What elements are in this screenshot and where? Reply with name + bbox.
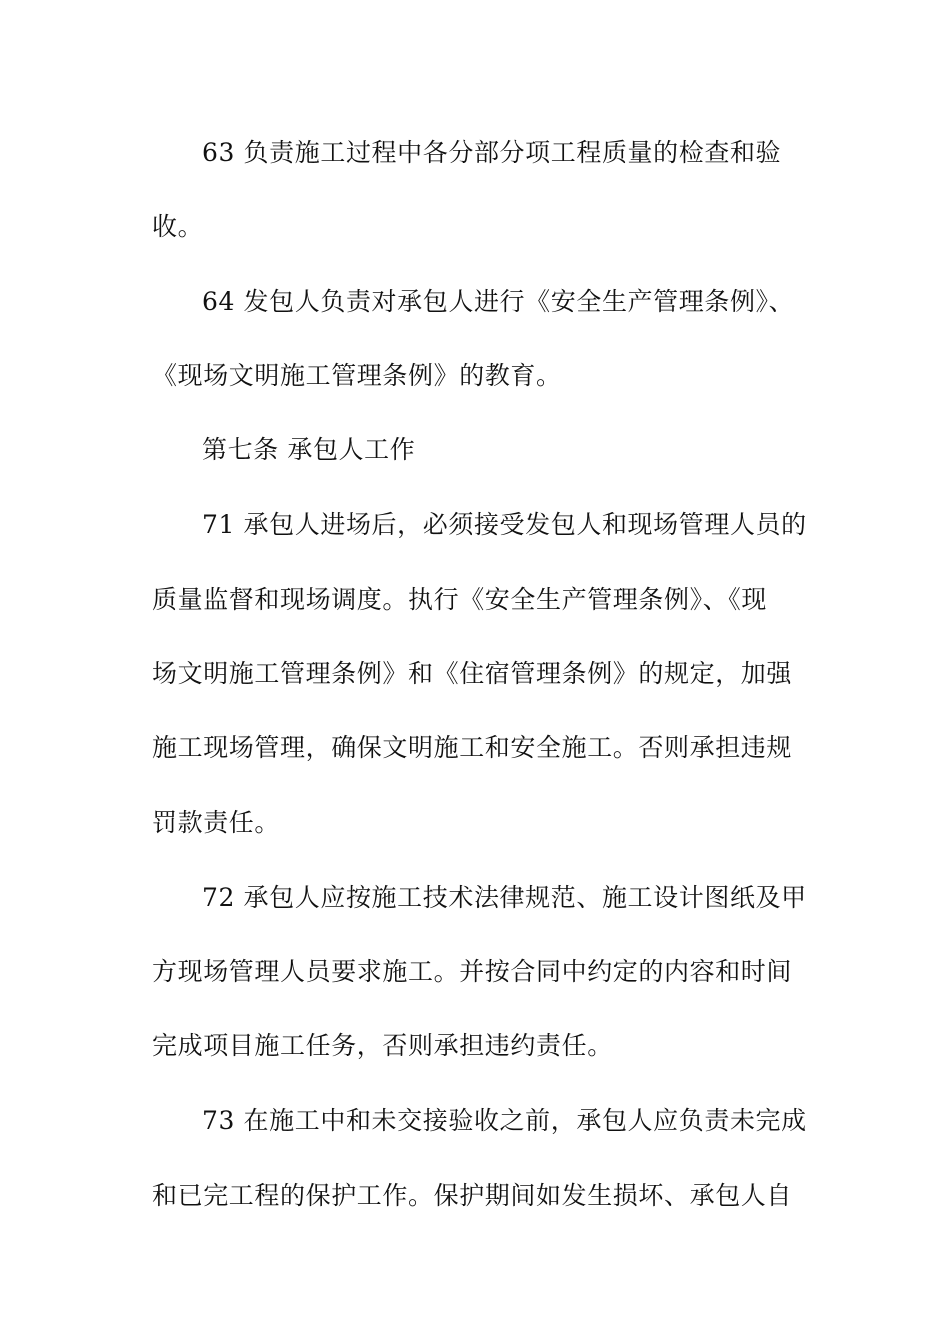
- paragraph-72-line-1: 72 承包人应按施工技术法律规范、施工设计图纸及甲: [202, 883, 807, 912]
- paragraph-64-line-1: 64 发包人负责对承包人进行《安全生产管理条例》、: [202, 287, 795, 316]
- paragraph-71-line-4: 施工现场管理，确保文明施工和安全施工。否则承担违规: [152, 733, 793, 762]
- section-heading-article-7: 第七条 承包人工作: [202, 435, 416, 464]
- paragraph-72-line-3: 完成项目施工任务，否则承担违约责任。: [152, 1031, 613, 1060]
- paragraph-73-line-2: 和已完工程的保护工作。保护期间如发生损坏、承包人自: [152, 1181, 793, 1210]
- paragraph-63-line-2: 收。: [152, 212, 204, 241]
- paragraph-63-line-1: 63 负责施工过程中各分部分项工程质量的检查和验: [202, 138, 782, 167]
- paragraph-71-line-2: 质量监督和现场调度。执行《安全生产管理条例》、《现: [152, 585, 768, 614]
- paragraph-71-line-1: 71 承包人进场后，必须接受发包人和现场管理人员的: [202, 510, 807, 539]
- paragraph-73-line-1: 73 在施工中和未交接验收之前，承包人应负责未完成: [202, 1106, 807, 1135]
- paragraph-72-line-2: 方现场管理人员要求施工。并按合同中约定的内容和时间: [152, 957, 793, 986]
- paragraph-64-line-2: 《现场文明施工管理条例》的教育。: [152, 361, 562, 390]
- paragraph-71-line-5: 罚款责任。: [152, 808, 281, 837]
- paragraph-71-line-3: 场文明施工管理条例》和《住宿管理条例》的规定，加强: [152, 659, 793, 688]
